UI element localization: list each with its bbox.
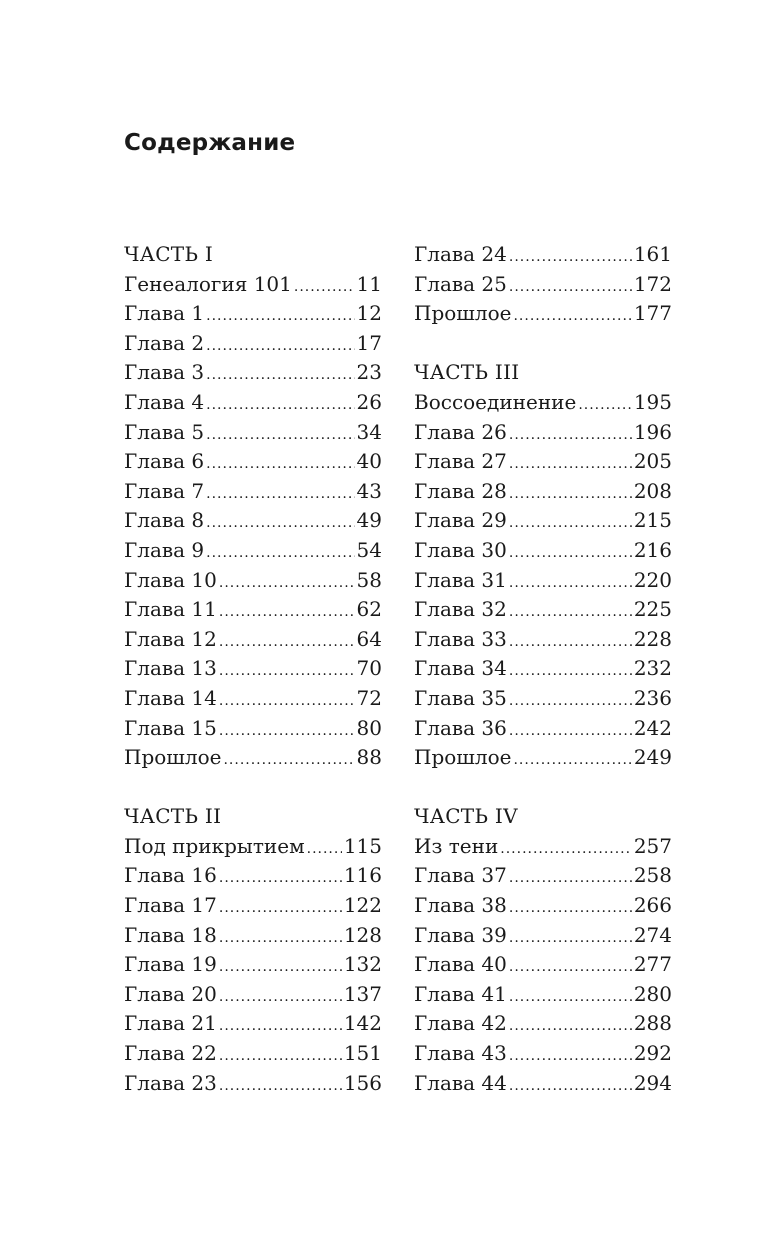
toc-entry[interactable]	[414, 832, 672, 862]
dot-leader	[509, 243, 632, 273]
page-title: Содержание	[124, 130, 296, 156]
toc-entry-page-number: 142	[343, 1011, 382, 1036]
dot-leader	[219, 1072, 342, 1102]
toc-entry-label: Глава 9	[124, 537, 205, 562]
toc-entry[interactable]	[414, 891, 672, 921]
toc-entry[interactable]	[414, 743, 672, 773]
toc-entry[interactable]	[414, 980, 672, 1010]
toc-entry-page-number: 40	[356, 449, 382, 474]
toc-entry-label: Глава 7	[124, 478, 205, 503]
dot-leader	[509, 628, 632, 658]
toc-entry[interactable]	[124, 358, 382, 388]
toc-entry[interactable]	[414, 654, 672, 684]
toc-entry-label: Глава 25	[414, 271, 507, 296]
dot-leader	[509, 421, 632, 451]
toc-entry-label: Глава 37	[414, 863, 507, 888]
toc-entry-page-number: 151	[343, 1041, 382, 1066]
dot-leader	[219, 1012, 342, 1042]
toc-entry[interactable]	[124, 625, 382, 655]
dot-leader	[509, 509, 632, 539]
dot-leader	[509, 1042, 632, 1072]
dot-leader	[219, 628, 355, 658]
toc-entry[interactable]	[124, 950, 382, 980]
dot-leader	[206, 509, 354, 539]
toc-entry-label: Глава 42	[414, 1011, 507, 1036]
toc-entry-page-number: 43	[356, 478, 382, 503]
dot-leader	[206, 391, 354, 421]
toc-entry-label: Глава 5	[124, 419, 205, 444]
toc-entry-label: Из тени	[414, 833, 499, 858]
toc-entry[interactable]	[124, 921, 382, 951]
dot-leader	[206, 361, 354, 391]
dot-leader	[509, 953, 632, 983]
toc-entry[interactable]	[414, 950, 672, 980]
toc-entry[interactable]	[414, 684, 672, 714]
toc-entry[interactable]	[124, 1009, 382, 1039]
toc-entry-page-number: 232	[633, 656, 672, 681]
toc-entry-label: Глава 28	[414, 478, 507, 503]
dot-leader	[219, 864, 342, 894]
toc-entry-label: Глава 13	[124, 656, 217, 681]
toc-entry[interactable]	[124, 1039, 382, 1069]
toc-entry-page-number: 70	[356, 656, 382, 681]
dot-leader	[509, 480, 632, 510]
toc-entry-label: Глава 3	[124, 360, 205, 385]
toc-entry-label: Глава 14	[124, 685, 217, 710]
toc-entry-page-number: 49	[356, 508, 382, 533]
toc-entry[interactable]	[414, 1039, 672, 1069]
toc-entry-label: Глава 30	[414, 537, 507, 562]
toc-entry-page-number: 228	[633, 626, 672, 651]
toc-entry-page-number: 280	[633, 981, 672, 1006]
dot-leader	[307, 835, 342, 865]
toc-entry-page-number: 208	[633, 478, 672, 503]
dot-leader	[206, 332, 354, 362]
toc-part-section	[414, 240, 672, 329]
dot-leader	[206, 421, 354, 451]
dot-leader	[219, 894, 342, 924]
toc-entry-page-number: 172	[633, 271, 672, 296]
toc-entry[interactable]	[124, 506, 382, 536]
toc-column-left	[124, 240, 382, 1098]
toc-entry-page-number: 161	[633, 242, 672, 266]
toc-entry-page-number: 128	[343, 922, 382, 947]
toc-entry-page-number: 132	[343, 952, 382, 977]
toc-entry-label: Глава 21	[124, 1011, 217, 1036]
toc-entry[interactable]	[124, 891, 382, 921]
toc-entry-label: Глава 27	[414, 449, 507, 474]
toc-entry[interactable]	[124, 329, 382, 359]
toc-entry-page-number: 215	[633, 508, 672, 533]
toc-entry-page-number: 26	[356, 389, 382, 414]
toc-part-section	[414, 358, 672, 772]
toc-entry-label: Глава 6	[124, 449, 205, 474]
toc-entry-label: Глава 17	[124, 893, 217, 918]
toc-entry[interactable]	[124, 714, 382, 744]
toc-entry-label: Глава 16	[124, 863, 217, 888]
dot-leader	[509, 569, 632, 599]
toc-entry-label: Глава 8	[124, 508, 205, 533]
toc-entry[interactable]	[414, 861, 672, 891]
toc-entry-label: Глава 43	[414, 1041, 507, 1066]
toc-entry[interactable]	[124, 684, 382, 714]
toc-entry-label: Глава 40	[414, 952, 507, 977]
toc-entry-label: Глава 41	[414, 981, 507, 1006]
dot-leader	[219, 657, 355, 687]
toc-entry-label: Глава 23	[124, 1070, 217, 1095]
toc-entry-page-number: 257	[633, 833, 672, 858]
toc-entry-page-number: 292	[633, 1041, 672, 1066]
toc-entry-page-number: 266	[633, 893, 672, 918]
dot-leader	[223, 746, 354, 776]
toc-entry[interactable]	[124, 388, 382, 418]
toc-entry-label: Глава 32	[414, 597, 507, 622]
dot-leader	[509, 273, 632, 303]
toc-entry[interactable]	[124, 536, 382, 566]
dot-leader	[509, 983, 632, 1013]
toc-entry-label: Глава 20	[124, 981, 217, 1006]
part-heading: ЧАСТЬ IV	[414, 804, 518, 829]
dot-leader	[509, 717, 632, 747]
toc-entry-label: Глава 15	[124, 715, 217, 740]
toc-entry-page-number: 122	[343, 893, 382, 918]
dot-leader	[509, 924, 632, 954]
dot-leader	[509, 864, 632, 894]
toc-entry[interactable]	[124, 270, 382, 300]
toc-entry-page-number: 258	[633, 863, 672, 888]
part-heading: ЧАСТЬ II	[124, 804, 222, 829]
dot-leader	[509, 687, 632, 717]
toc-entry-label: Глава 34	[414, 656, 507, 681]
toc-entry-label: Прошлое	[414, 301, 512, 326]
toc-entry-label: Глава 26	[414, 419, 507, 444]
toc-entry-label: Глава 35	[414, 685, 507, 710]
dot-leader	[219, 1042, 342, 1072]
toc-entry-label: Глава 2	[124, 330, 205, 355]
toc-entry[interactable]	[414, 714, 672, 744]
toc-entry[interactable]	[124, 477, 382, 507]
dot-leader	[509, 450, 632, 480]
toc-entry[interactable]	[124, 832, 382, 862]
toc-entry-label: Глава 4	[124, 389, 205, 414]
toc-entry-page-number: 195	[633, 389, 672, 414]
toc-entry-label: Под прикрытием	[124, 833, 305, 858]
toc-entry-label: Глава 10	[124, 567, 217, 592]
dot-leader	[206, 539, 354, 569]
toc-entry[interactable]	[414, 447, 672, 477]
toc-entry[interactable]	[124, 418, 382, 448]
toc-entry[interactable]	[414, 270, 672, 300]
toc-entry-page-number: 205	[633, 449, 672, 474]
toc-entry[interactable]	[414, 388, 672, 418]
dot-leader	[578, 391, 631, 421]
toc-entry[interactable]	[124, 980, 382, 1010]
toc-entry-page-number: 274	[633, 922, 672, 947]
dot-leader	[513, 302, 631, 332]
toc-entry-label: Глава 36	[414, 715, 507, 740]
toc-entry-page-number: 216	[633, 537, 672, 562]
toc-entry[interactable]	[414, 625, 672, 655]
toc-entry-label: Воссоединение	[414, 389, 577, 414]
toc-entry-page-number: 277	[633, 952, 672, 977]
toc-entry-label: Генеалогия 101	[124, 271, 292, 296]
dot-leader	[500, 835, 632, 865]
toc-entry-label: Прошлое	[414, 745, 512, 770]
toc-entry-page-number: 116	[343, 863, 382, 888]
toc-entry[interactable]	[414, 536, 672, 566]
dot-leader	[509, 539, 632, 569]
toc-entry-label: Глава 11	[124, 597, 217, 622]
toc-entry[interactable]	[124, 595, 382, 625]
dot-leader	[206, 480, 354, 510]
dot-leader	[219, 569, 355, 599]
toc-entry[interactable]	[124, 743, 382, 773]
toc-entry[interactable]	[414, 1009, 672, 1039]
toc-entry-label: Глава 19	[124, 952, 217, 977]
toc-entry-label: Глава 44	[414, 1070, 507, 1095]
toc-entry-label: Прошлое	[124, 745, 222, 770]
toc-part-section	[414, 802, 672, 1098]
toc-entry-page-number: 236	[633, 685, 672, 710]
toc-entry[interactable]	[414, 1069, 672, 1099]
part-heading: ЧАСТЬ I	[124, 242, 214, 266]
toc-entry-page-number: 115	[343, 833, 382, 858]
toc-entry-page-number: 58	[356, 567, 382, 592]
toc-entry-page-number: 11	[356, 271, 382, 296]
toc-entry-page-number: 34	[356, 419, 382, 444]
toc-entry[interactable]	[414, 506, 672, 536]
toc-entry[interactable]	[124, 566, 382, 596]
toc-entry-label: Глава 24	[414, 242, 507, 266]
toc-entry-page-number: 220	[633, 567, 672, 592]
toc-entry-page-number: 156	[343, 1070, 382, 1095]
toc-entry-page-number: 23	[356, 360, 382, 385]
toc-entry[interactable]	[414, 418, 672, 448]
toc-entry-page-number: 225	[633, 597, 672, 622]
dot-leader	[219, 598, 355, 628]
toc-entry-label: Глава 39	[414, 922, 507, 947]
dot-leader	[219, 717, 355, 747]
toc-entry-page-number: 196	[633, 419, 672, 444]
dot-leader	[509, 1012, 632, 1042]
dot-leader	[219, 687, 355, 717]
dot-leader	[219, 924, 342, 954]
toc-entry-page-number: 294	[633, 1070, 672, 1095]
toc-entry-page-number: 54	[356, 537, 382, 562]
dot-leader	[509, 1072, 632, 1102]
toc-entry[interactable]	[124, 447, 382, 477]
dot-leader	[509, 598, 632, 628]
toc-entry[interactable]	[414, 299, 672, 329]
toc-entry[interactable]	[124, 1069, 382, 1099]
dot-leader	[206, 450, 354, 480]
toc-entry-label: Глава 33	[414, 626, 507, 651]
toc-entry-label: Глава 1	[124, 301, 205, 326]
toc-entry-label: Глава 38	[414, 893, 507, 918]
toc-entry-page-number: 72	[356, 685, 382, 710]
dot-leader	[509, 657, 632, 687]
toc-entry[interactable]	[414, 477, 672, 507]
toc-entry[interactable]	[124, 654, 382, 684]
toc-entry[interactable]	[414, 240, 672, 270]
dot-leader	[294, 273, 355, 303]
toc-entry-page-number: 64	[356, 626, 382, 651]
toc-entry-page-number: 17	[356, 330, 382, 355]
toc-entry-page-number: 80	[356, 715, 382, 740]
dot-leader	[509, 894, 632, 924]
toc-entry[interactable]	[414, 595, 672, 625]
toc-entry-label: Глава 31	[414, 567, 507, 592]
toc-entry-label: Глава 22	[124, 1041, 217, 1066]
toc-entry-label: Глава 18	[124, 922, 217, 947]
toc-entry-page-number: 177	[633, 301, 672, 326]
part-heading: ЧАСТЬ III	[414, 360, 520, 385]
toc-entry-page-number: 62	[356, 597, 382, 622]
toc-entry[interactable]	[124, 299, 382, 329]
toc-entry-page-number: 242	[633, 715, 672, 740]
toc-entry-label: Глава 12	[124, 626, 217, 651]
toc-entry[interactable]	[414, 566, 672, 596]
toc-column-right	[414, 240, 672, 1098]
toc-entry-page-number: 12	[356, 301, 382, 326]
toc-entry[interactable]	[124, 861, 382, 891]
dot-leader	[219, 983, 342, 1013]
toc-entry-page-number: 249	[633, 745, 672, 770]
toc-entry-page-number: 88	[356, 745, 382, 770]
toc-part-section	[124, 240, 382, 773]
dot-leader	[513, 746, 631, 776]
toc-entry-page-number: 288	[633, 1011, 672, 1036]
toc-entry-label: Глава 29	[414, 508, 507, 533]
dot-leader	[206, 302, 354, 332]
toc-part-section	[124, 802, 382, 1098]
dot-leader	[219, 953, 342, 983]
toc-entry[interactable]	[414, 921, 672, 951]
toc-entry-page-number: 137	[343, 981, 382, 1006]
